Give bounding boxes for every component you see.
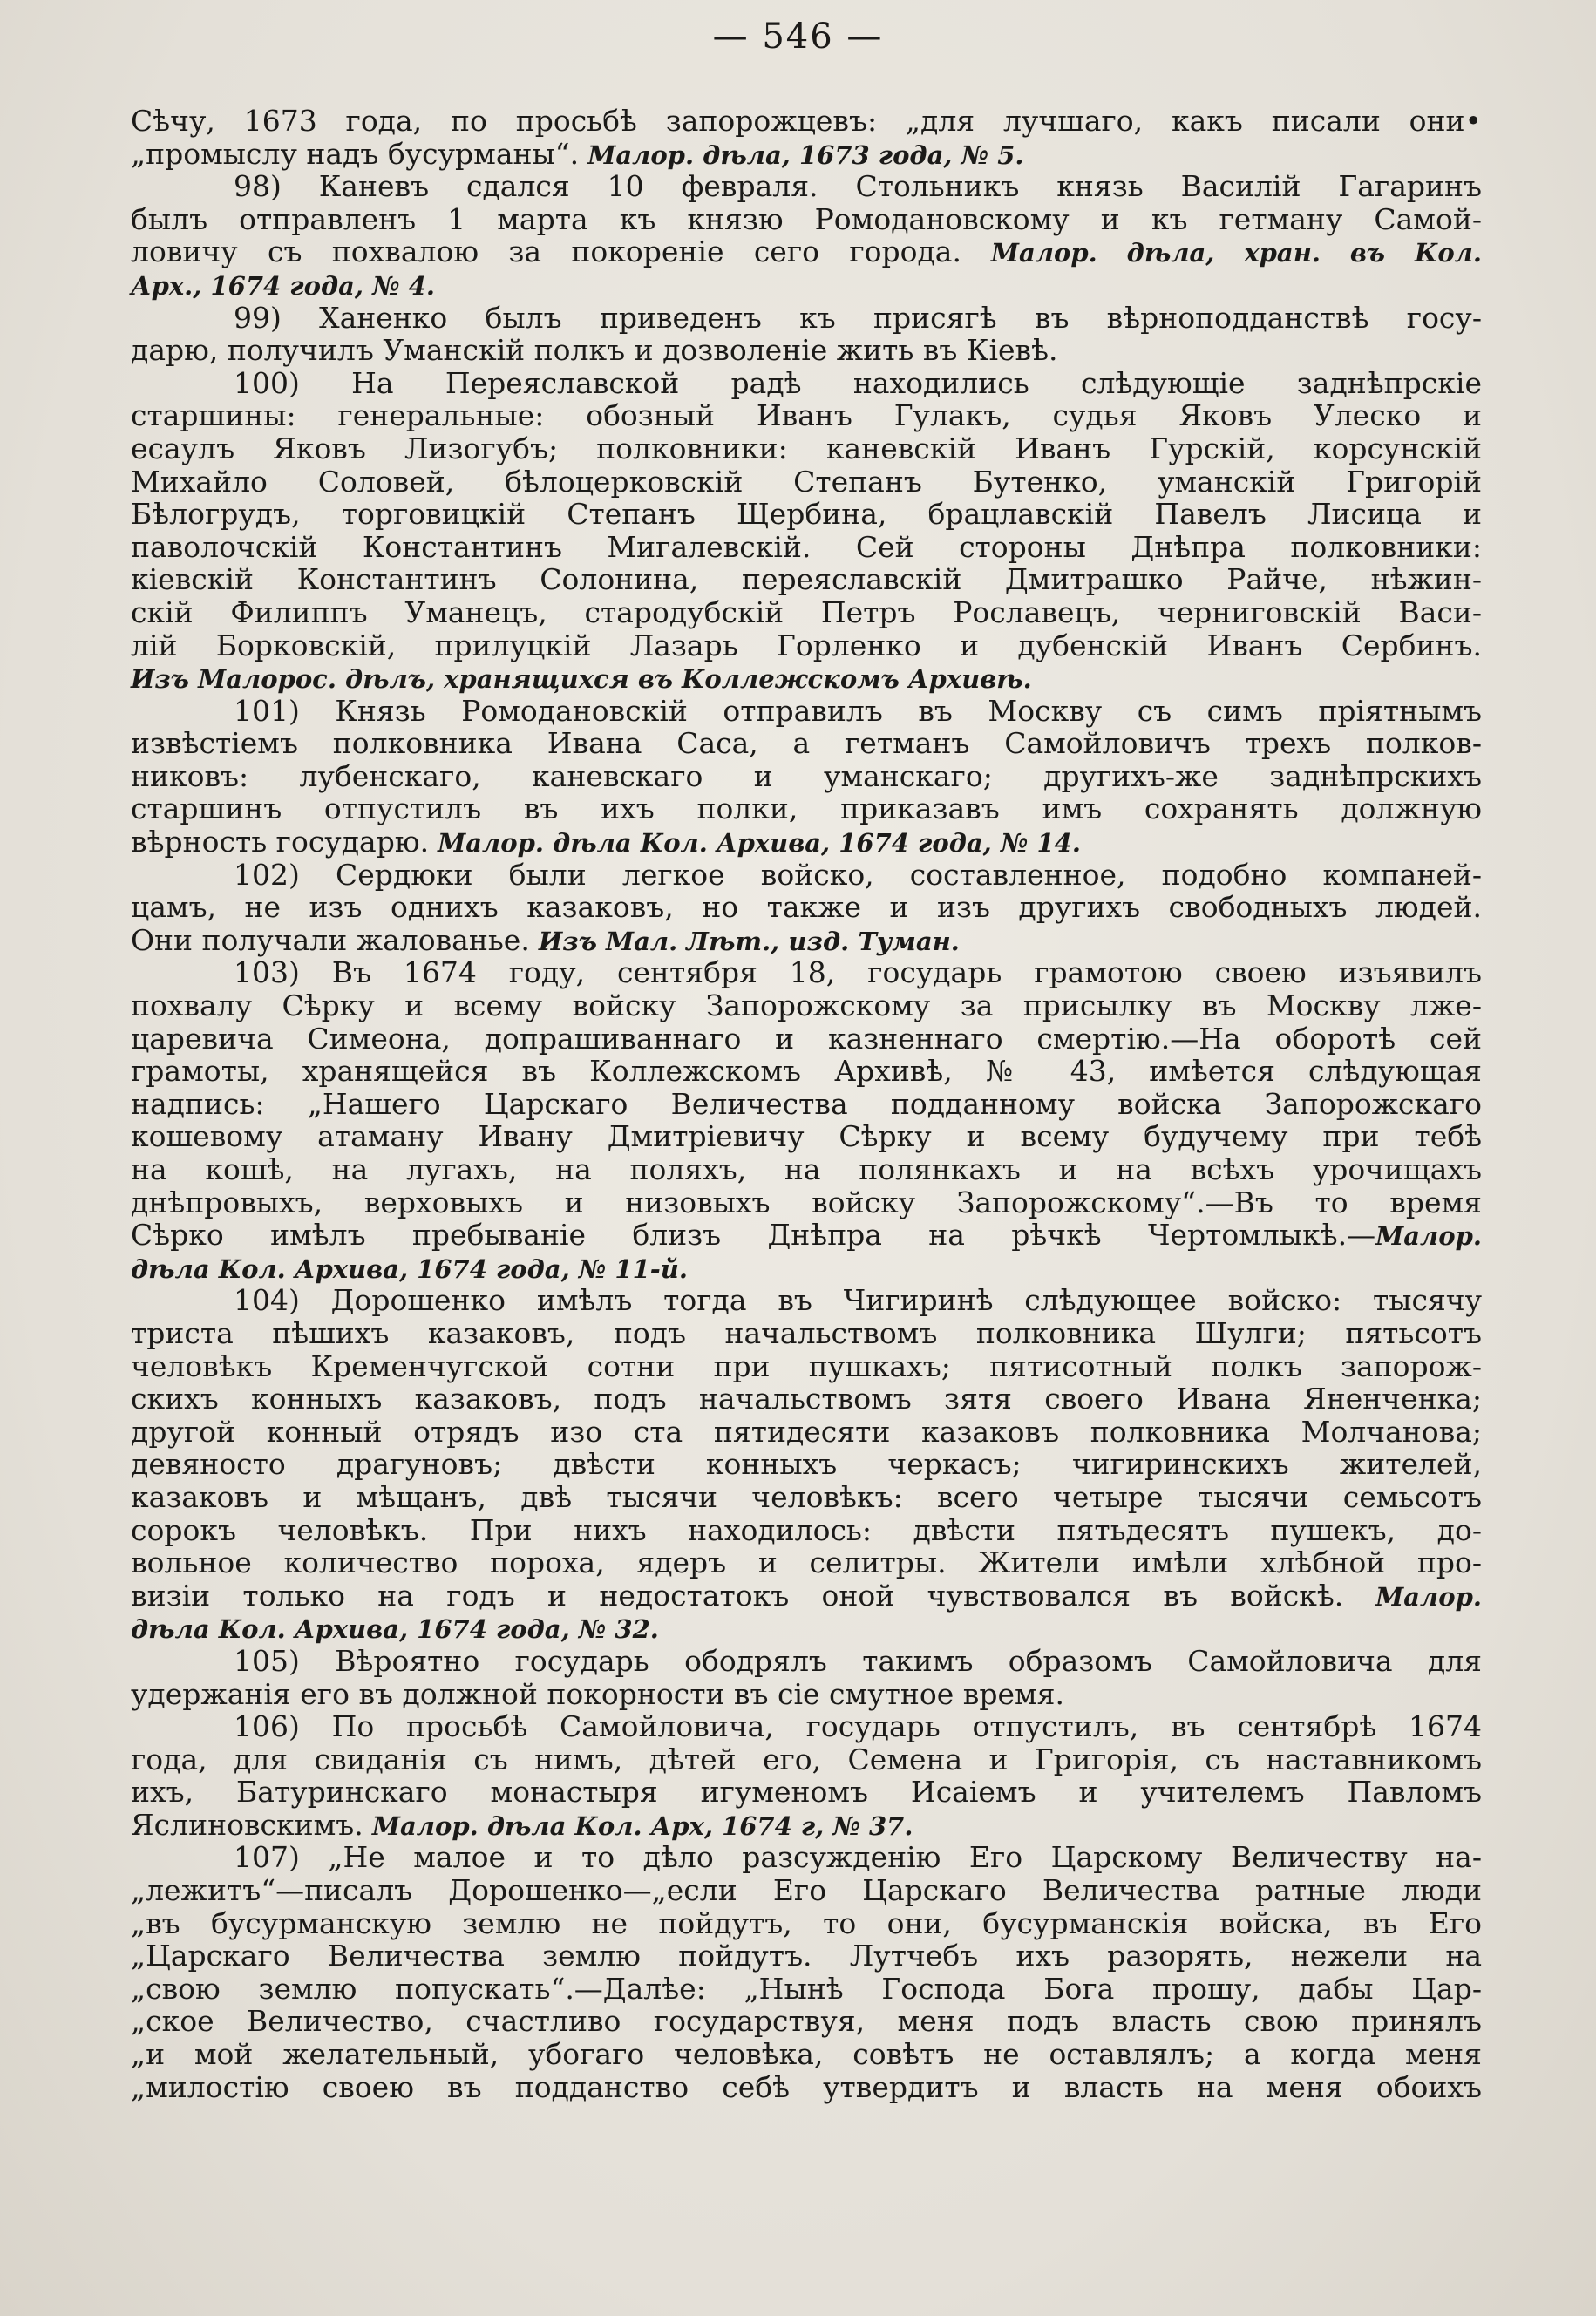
line-text: цамъ, не изъ однихъ казаковъ, но также и изъ другихъ свободныхъ людей. — [131, 890, 1482, 925]
line-text: ихъ, Батуринскаго монастыря игуменомъ Исаіемъ и учителемъ Павломъ — [131, 1775, 1482, 1810]
text-line — [131, 1350, 1482, 1383]
line-text: сорокъ человѣкъ. При нихъ находилось: двѣсти пятьдесятъ пушекъ, до- — [131, 1512, 1482, 1547]
line-text: другой конный отрядъ изо ста пятидесяти казаковъ полковника Молчанова; — [131, 1414, 1482, 1449]
text-line — [131, 1088, 1482, 1121]
text-line — [131, 334, 1482, 367]
source-citation: Малор. дѣла Кол. Архива, 1674 года, № 14. — [429, 828, 1081, 859]
source-citation: Малор. дѣла, 1673 года, № 5. — [579, 139, 1024, 170]
text-line — [131, 1809, 1482, 1842]
source-citation: Арх., 1674 года, № 4. — [131, 270, 435, 301]
text-line — [131, 399, 1482, 432]
text-line — [131, 792, 1482, 825]
text-line — [131, 1546, 1482, 1579]
text-line — [131, 498, 1482, 531]
source-citation: дѣла Кол. Архива, 1674 года, № 32. — [131, 1614, 659, 1645]
line-text: человѣкъ Кременчугской сотни при пушкахъ; пятисотный полкъ запорож- — [131, 1348, 1482, 1383]
line-text: кошевому атаману Ивану Дмитріевичу Сѣрку и всему будучему при тебѣ — [131, 1119, 1482, 1154]
line-text: „свою землю попускать“.—Далѣе: „Нынѣ Господа Бога прошу, дабы Цар- — [131, 1971, 1482, 2006]
text-line — [131, 891, 1482, 924]
line-text: извѣстіемъ полковника Ивана Саса, а гетманъ Самойловичъ трехъ полков- — [131, 726, 1482, 761]
line-text: грамоты, хранящейся въ Коллежскомъ Архивѣ, № 43, имѣется слѣдующая — [131, 1054, 1482, 1089]
line-text: надпись: „Нашего Царскаго Величества подданному войска Запорожскаго — [131, 1086, 1482, 1121]
text-line — [131, 2005, 1482, 2038]
text-line — [131, 1973, 1482, 2006]
line-text: скій Филиппъ Уманецъ, стародубскій Петръ Рославецъ, черниговскій Васи- — [131, 594, 1482, 629]
line-text: „лежитъ“—писалъ Дорошенко—„если Его Царскаго Величества ратные люди — [131, 1873, 1482, 1908]
line-text: „и мой желательный, убогаго человѣка, совѣтъ не оставлялъ; а когда меня — [131, 2037, 1482, 2072]
line-text: 106) По просьбѣ Самойловича, государь отпустилъ, въ сентябрѣ 1674 — [234, 1709, 1482, 1744]
line-text: лій Борковскій, прилуцкій Лазарь Горленко и дубенскій Иванъ Сербинъ. — [131, 628, 1482, 662]
line-text: днѣпровыхъ, верховыхъ и низовыхъ войску Запорожскому“.—Въ то время — [131, 1185, 1482, 1219]
text-line — [131, 1382, 1482, 1416]
text-line — [131, 1284, 1482, 1317]
line-text: „милостію своею въ подданство себѣ утвердитъ и власть на меня обоихъ — [131, 2069, 1482, 2104]
text-line — [131, 105, 1482, 138]
line-text: ловичу съ похвалою за покореніе сего города. — [131, 234, 961, 269]
line-text: похвалу Сѣрку и всему войску Запорожскому за присылку въ Москву лже- — [131, 988, 1482, 1023]
text-line — [131, 302, 1482, 335]
text-line — [131, 1055, 1482, 1088]
source-citation: Малор. дѣла Кол. Арх, 1674 г, № 37. — [363, 1810, 913, 1841]
text-line — [131, 1710, 1482, 1743]
text-line — [131, 1481, 1482, 1514]
line-text: 98) Каневъ сдался 10 февраля. Стольникъ князь Василій Гагаринъ — [234, 169, 1482, 204]
line-text: вѣрность государю. — [131, 825, 430, 859]
text-line — [131, 235, 1482, 268]
line-text: девяносто драгуновъ; двѣсти конныхъ черкасъ; чигиринскихъ жителей, — [131, 1447, 1482, 1482]
line-text: удержанія его въ должной покорности въ сіе смутное время. — [131, 1676, 1064, 1711]
text-line — [131, 859, 1482, 892]
line-text: никовъ: лубенскаго, каневскаго и уманскаго; другихъ-же заднѣпрскихъ — [131, 758, 1482, 793]
text-line — [131, 563, 1482, 596]
line-text: 105) Вѣроятно государь ободрялъ такимъ образомъ Самойловича для — [234, 1643, 1482, 1678]
text-line — [131, 1579, 1482, 1613]
page-number: — 546 — — [712, 17, 884, 57]
text-line — [131, 1678, 1482, 1711]
line-text: „Царскаго Величества землю пойдутъ. Лутчебъ ихъ разорять, нежели на — [131, 1939, 1482, 1973]
line-text: есаулъ Яковъ Лизогубъ; полковники: каневскій Иванъ Гурскій, корсунскій — [131, 431, 1482, 465]
line-text: старшинъ отпустилъ въ ихъ полки, приказавъ имъ сохранять должную — [131, 791, 1482, 826]
line-text: Бѣлогрудъ, торговицкій Степанъ Щербина, брацлавскій Павелъ Лисица и — [131, 497, 1482, 532]
source-citation: Малор. дѣла, хран. въ Кол. — [961, 238, 1482, 268]
text-line — [131, 924, 1482, 957]
line-text: на кошѣ, на лугахъ, на поляхъ, на полянкахъ и на всѣхъ урочищахъ — [131, 1152, 1482, 1186]
text-line — [131, 956, 1482, 989]
text-line — [131, 531, 1482, 564]
text-line — [131, 1153, 1482, 1186]
line-text: Яслиновскимъ. — [131, 1807, 363, 1842]
line-text: паволочскій Константинъ Мигалевскій. Сей стороны Днѣпра полковники: — [131, 529, 1482, 564]
line-text: кіевскій Константинъ Солонина, переяславскій Дмитрашко Райче, нѣжин- — [131, 562, 1482, 597]
text-line — [131, 1907, 1482, 1940]
text-line — [131, 138, 1482, 171]
text-line — [131, 596, 1482, 629]
text-line — [131, 203, 1482, 236]
text-line — [131, 465, 1482, 499]
line-text: Они получали жалованье. — [131, 922, 530, 957]
source-citation: Малор. — [1375, 1221, 1482, 1252]
text-line — [131, 1514, 1482, 1547]
text-line — [131, 989, 1482, 1022]
text-line — [131, 1317, 1482, 1350]
text-line — [131, 1939, 1482, 1973]
text-line — [131, 695, 1482, 728]
line-text: скихъ конныхъ казаковъ, подъ начальствомъ зятя своего Ивана Яненченка; — [131, 1382, 1482, 1416]
text-line — [131, 727, 1482, 760]
line-text: 104) Дорошенко имѣлъ тогда въ Чигиринѣ слѣдующее войско: тысячу — [234, 1283, 1482, 1318]
line-text: Михайло Соловей, бѣлоцерковскій Степанъ Бутенко, уманскій Григорій — [131, 464, 1482, 499]
line-text: дарю, получилъ Уманскій полкъ и дозволеніе жить въ Кіевѣ. — [131, 333, 1058, 368]
line-text: 103) Въ 1674 году, сентября 18, государь грамотою своею изъявилъ — [234, 955, 1482, 990]
source-citation: Изъ Мал. Лѣт., изд. Туман. — [529, 926, 960, 956]
text-line — [131, 432, 1482, 465]
text-line — [131, 1022, 1482, 1056]
text-line — [131, 629, 1482, 662]
text-line — [131, 170, 1482, 203]
text-line — [131, 2071, 1482, 2104]
text-line — [131, 1120, 1482, 1153]
line-text: вольное количество пороха, ядеръ и селитры. Жители имѣли хлѣбной про- — [131, 1545, 1482, 1580]
line-text: „ское Величество, счастливо государствуя, меня подъ власть свою принялъ — [131, 2004, 1482, 2039]
source-citation: дѣла Кол. Архива, 1674 года, № 11-й. — [131, 1253, 688, 1284]
line-text: 99) Ханенко былъ приведенъ къ присягѣ въ вѣрноподданствѣ госу- — [234, 300, 1482, 335]
text-line — [131, 1612, 1482, 1645]
text-line — [131, 1841, 1482, 1874]
line-text: казаковъ и мѣщанъ, двѣ тысячи человѣкъ: всего четыре тысячи семьсотъ — [131, 1479, 1482, 1514]
text-line — [131, 2038, 1482, 2071]
line-text: 107) „Не малое и то дѣло разсужденію Его Царскому Величеству на- — [234, 1840, 1482, 1875]
line-text: Сѣрко имѣлъ пребываніе близъ Днѣпра на рѣчкѣ Чертомлыкѣ.— — [131, 1218, 1376, 1253]
text-line — [131, 760, 1482, 793]
text-line — [131, 367, 1482, 400]
line-text: 102) Сердюки были легкое войско, составленное, подобно компаней- — [234, 857, 1482, 892]
text-line — [131, 662, 1482, 695]
line-text: „промыслу надъ бусурманы“. — [131, 136, 580, 171]
line-text: старшины: генеральные: обозный Иванъ Гулакъ, судья Яковъ Улеско и — [131, 398, 1482, 433]
text-line — [131, 1743, 1482, 1776]
text-line — [131, 1776, 1482, 1809]
line-text: царевича Симеона, допрашиваннаго и казненнаго смертію.—На оборотѣ сей — [131, 1021, 1482, 1056]
text-line — [131, 825, 1482, 859]
text-line — [131, 1645, 1482, 1678]
text-line — [131, 1448, 1482, 1481]
line-text: визіи только на годъ и недостатокъ оной чувствовался въ войскѣ. — [131, 1578, 1344, 1613]
source-citation: Изъ Малорос. дѣлъ, хранящихся въ Коллежскомъ Архивѣ. — [131, 664, 1032, 695]
line-text: былъ отправленъ 1 марта къ князю Ромодановскому и къ гетману Самой- — [131, 201, 1482, 236]
page-body — [131, 105, 1482, 2103]
line-text: „въ бусурманскую землю не пойдутъ, то они, бусурманскія войска, въ Его — [131, 1905, 1482, 1940]
source-citation: Малор. — [1343, 1581, 1483, 1612]
text-line — [131, 1416, 1482, 1449]
line-text: триста пѣшихъ казаковъ, подъ начальствомъ полковника Шулги; пятьсотъ — [131, 1315, 1482, 1350]
text-line — [131, 1186, 1482, 1219]
line-text: Сѣчу, 1673 года, по просьбѣ запорожцевъ: „для лучшаго, какъ писали они• — [131, 104, 1482, 138]
line-text: 100) На Переяславской радѣ находились слѣдующіе заднѣпрскіе — [234, 365, 1482, 400]
text-line — [131, 1252, 1482, 1285]
line-text: года, для свиданія съ нимъ, дѣтей его, Семена и Григорія, съ наставникомъ — [131, 1742, 1482, 1776]
text-line — [131, 268, 1482, 302]
text-line — [131, 1219, 1482, 1252]
text-line — [131, 1874, 1482, 1907]
line-text: 101) Князь Ромодановскій отправилъ въ Москву съ симъ пріятнымъ — [234, 693, 1482, 728]
